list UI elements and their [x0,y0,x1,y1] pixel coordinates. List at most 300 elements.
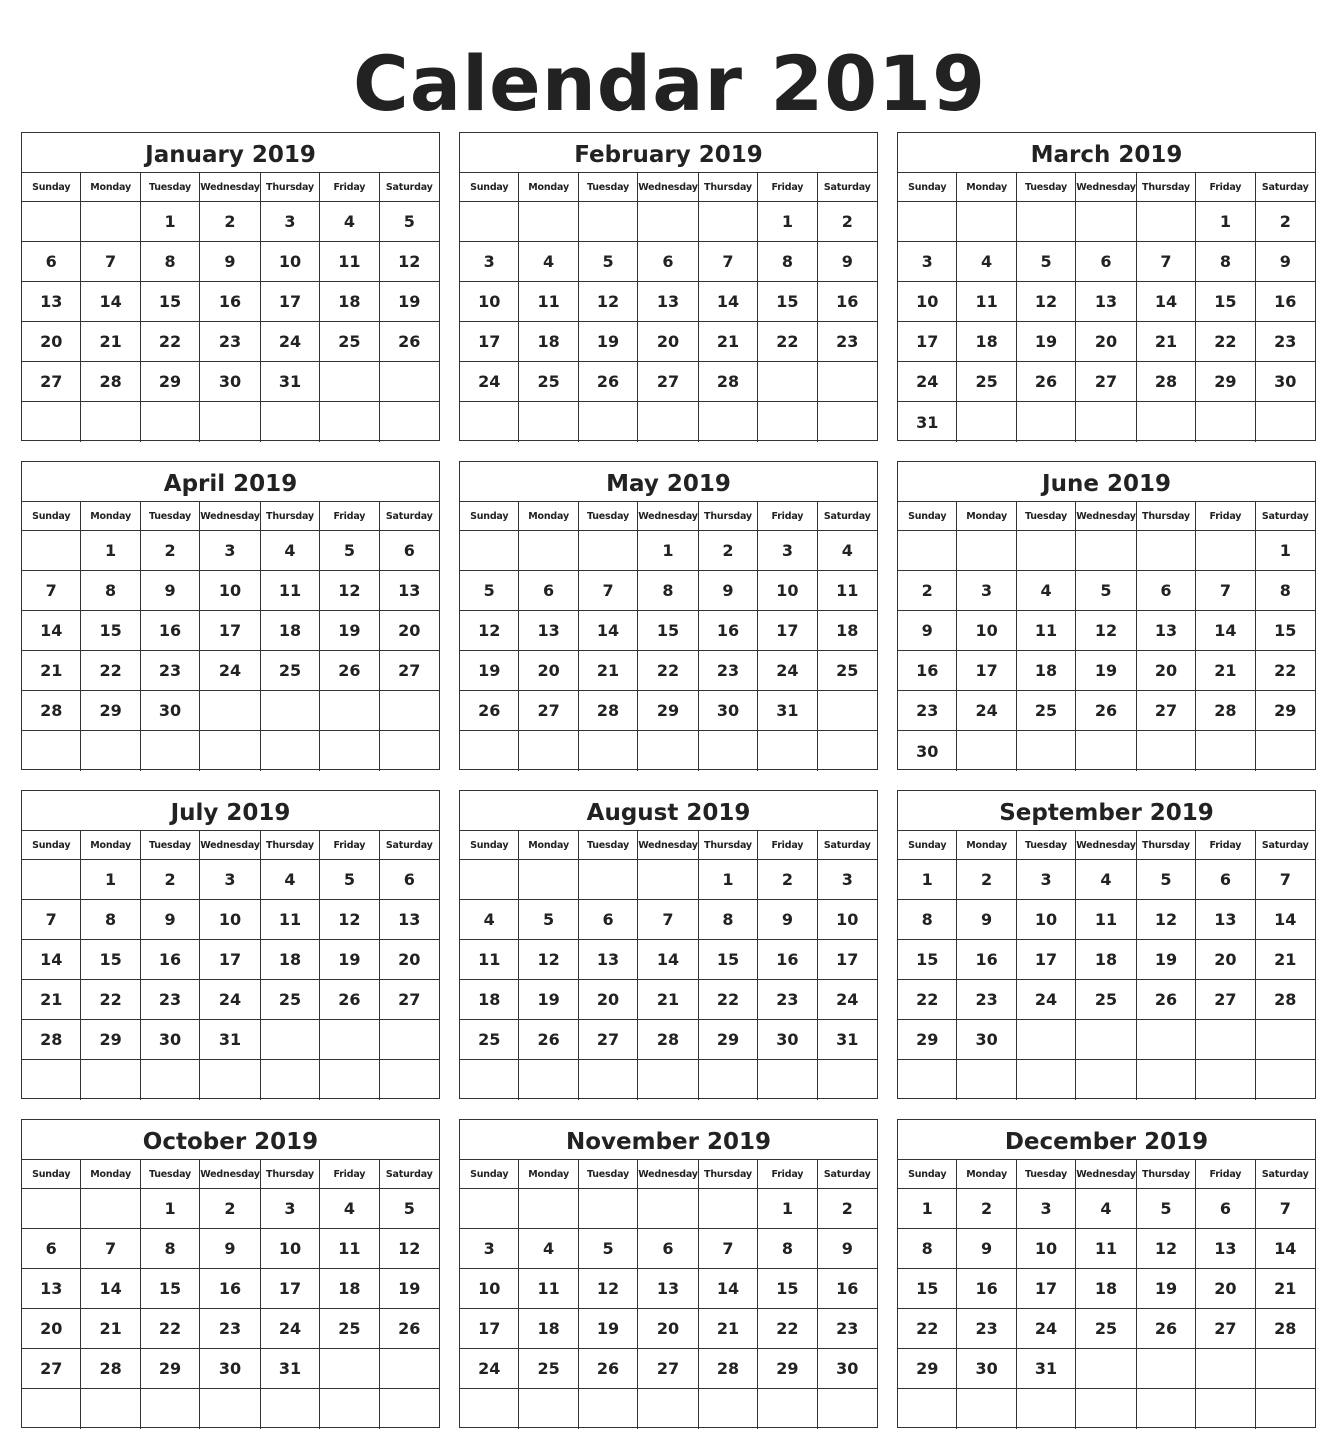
day-cell: 2 [898,571,957,611]
weekday-header: Saturday [818,173,877,202]
day-cell: 6 [22,242,81,282]
empty-day-cell [460,402,519,442]
day-cell: 6 [519,571,578,611]
weekday-header: Monday [519,831,578,860]
day-cell: 1 [81,860,140,900]
day-cell: 27 [579,1020,638,1060]
empty-day-cell [818,1060,877,1100]
day-cell: 17 [200,611,261,651]
day-cell: 2 [699,531,758,571]
empty-day-cell [460,1389,519,1429]
day-cell: 3 [818,860,877,900]
empty-day-cell [957,402,1016,442]
day-cell: 12 [519,940,578,980]
day-cell: 3 [460,1229,519,1269]
day-cell: 28 [1137,362,1196,402]
weekday-header: Saturday [380,831,439,860]
weekday-header: Tuesday [579,831,638,860]
weekday-header: Monday [81,1160,140,1189]
day-cell: 2 [141,531,200,571]
day-cell: 25 [1076,980,1137,1020]
month-day-grid [22,173,439,440]
empty-day-cell [261,691,320,731]
month-title: February 2019 [460,133,877,173]
day-cell: 27 [1196,980,1255,1020]
empty-day-cell [898,1389,957,1429]
day-cell: 28 [1256,980,1315,1020]
empty-day-cell [957,531,1016,571]
day-cell: 13 [638,282,699,322]
weekday-header: Tuesday [141,502,200,531]
day-cell: 22 [81,651,140,691]
day-cell: 20 [380,940,439,980]
empty-day-cell [579,202,638,242]
day-cell: 10 [898,282,957,322]
day-cell: 25 [1076,1309,1137,1349]
month-day-grid [460,173,877,440]
empty-day-cell [81,1189,140,1229]
weekday-header: Friday [758,173,817,202]
month-title: August 2019 [460,791,877,831]
empty-day-cell [519,1389,578,1429]
day-cell: 30 [758,1020,817,1060]
day-cell: 27 [638,1349,699,1389]
day-cell: 2 [1256,202,1315,242]
weekday-header: Wednesday [200,1160,261,1189]
day-cell: 7 [22,900,81,940]
weekday-header: Sunday [22,831,81,860]
day-cell: 17 [460,1309,519,1349]
day-cell: 30 [141,1020,200,1060]
day-cell: 31 [898,402,957,442]
day-cell: 26 [380,322,439,362]
day-cell: 9 [200,242,261,282]
day-cell: 10 [758,571,817,611]
day-cell: 19 [519,980,578,1020]
day-cell: 8 [1196,242,1255,282]
empty-day-cell [320,362,379,402]
day-cell: 3 [1017,860,1076,900]
day-cell: 2 [200,1189,261,1229]
day-cell: 12 [1137,900,1196,940]
month-title: January 2019 [22,133,439,173]
empty-day-cell [1137,202,1196,242]
day-cell: 7 [699,242,758,282]
empty-day-cell [22,1189,81,1229]
day-cell: 5 [380,202,439,242]
day-cell: 29 [699,1020,758,1060]
month-title: July 2019 [22,791,439,831]
day-cell: 26 [320,980,379,1020]
empty-day-cell [818,691,877,731]
month-day-grid [460,831,877,1098]
empty-day-cell [141,1389,200,1429]
day-cell: 8 [141,242,200,282]
day-cell: 2 [818,202,877,242]
day-cell: 1 [758,202,817,242]
day-cell: 30 [957,1020,1016,1060]
weekday-header: Tuesday [579,173,638,202]
day-cell: 25 [519,1349,578,1389]
day-cell: 13 [380,900,439,940]
weekday-header: Tuesday [1017,173,1076,202]
day-cell: 11 [519,1269,578,1309]
day-cell: 8 [1256,571,1315,611]
day-cell: 2 [141,860,200,900]
day-cell: 5 [380,1189,439,1229]
month-block [21,132,440,441]
empty-day-cell [320,1020,379,1060]
day-cell: 29 [1256,691,1315,731]
day-cell: 23 [898,691,957,731]
month-title: March 2019 [898,133,1315,173]
weekday-header: Monday [519,173,578,202]
day-cell: 6 [638,242,699,282]
day-cell: 19 [579,1309,638,1349]
page-title: Calendar 2019 [353,39,986,128]
month-day-grid [898,502,1315,769]
day-cell: 8 [758,1229,817,1269]
empty-day-cell [1076,731,1137,771]
empty-day-cell [1196,402,1255,442]
day-cell: 6 [22,1229,81,1269]
weekday-header: Wednesday [638,502,699,531]
day-cell: 23 [1256,322,1315,362]
day-cell: 14 [81,282,140,322]
day-cell: 1 [141,202,200,242]
day-cell: 27 [638,362,699,402]
day-cell: 10 [460,282,519,322]
day-cell: 4 [320,1189,379,1229]
day-cell: 26 [1076,691,1137,731]
day-cell: 8 [81,571,140,611]
day-cell: 24 [1017,980,1076,1020]
empty-day-cell [519,1060,578,1100]
day-cell: 21 [22,651,81,691]
day-cell: 8 [898,900,957,940]
weekday-header: Wednesday [638,1160,699,1189]
day-cell: 17 [1017,940,1076,980]
day-cell: 20 [638,322,699,362]
day-cell: 13 [380,571,439,611]
day-cell: 16 [200,282,261,322]
empty-day-cell [22,1389,81,1429]
month-block [897,1119,1316,1428]
weekday-header: Thursday [261,502,320,531]
weekday-header: Thursday [699,1160,758,1189]
day-cell: 2 [758,860,817,900]
empty-day-cell [1076,402,1137,442]
day-cell: 21 [22,980,81,1020]
month-block [459,1119,878,1428]
weekday-header: Friday [320,831,379,860]
day-cell: 21 [81,322,140,362]
empty-day-cell [1137,1020,1196,1060]
empty-day-cell [1076,1020,1137,1060]
day-cell: 26 [1137,1309,1196,1349]
day-cell: 31 [1017,1349,1076,1389]
weekday-header: Monday [957,1160,1016,1189]
day-cell: 14 [638,940,699,980]
day-cell: 15 [81,940,140,980]
empty-day-cell [758,1060,817,1100]
empty-day-cell [638,402,699,442]
day-cell: 11 [261,571,320,611]
weekday-header: Wednesday [1076,173,1137,202]
empty-day-cell [1196,531,1255,571]
day-cell: 8 [141,1229,200,1269]
day-cell: 29 [141,1349,200,1389]
day-cell: 11 [519,282,578,322]
empty-day-cell [638,1389,699,1429]
empty-day-cell [200,691,261,731]
month-day-grid [22,502,439,769]
day-cell: 16 [200,1269,261,1309]
day-cell: 27 [380,651,439,691]
empty-day-cell [200,1389,261,1429]
day-cell: 28 [1256,1309,1315,1349]
weekday-header: Wednesday [638,831,699,860]
empty-day-cell [1256,402,1315,442]
day-cell: 17 [261,1269,320,1309]
day-cell: 8 [81,900,140,940]
empty-day-cell [1017,731,1076,771]
day-cell: 26 [460,691,519,731]
empty-day-cell [818,731,877,771]
month-day-grid [898,831,1315,1098]
weekday-header: Tuesday [141,1160,200,1189]
day-cell: 7 [81,1229,140,1269]
day-cell: 26 [1017,362,1076,402]
day-cell: 19 [320,940,379,980]
day-cell: 12 [1017,282,1076,322]
day-cell: 24 [1017,1309,1076,1349]
day-cell: 9 [141,571,200,611]
day-cell: 24 [460,362,519,402]
day-cell: 5 [460,571,519,611]
day-cell: 1 [81,531,140,571]
weekday-header: Wednesday [1076,1160,1137,1189]
month-block [21,1119,440,1428]
day-cell: 20 [22,322,81,362]
weekday-header: Friday [1196,831,1255,860]
day-cell: 28 [81,1349,140,1389]
day-cell: 17 [261,282,320,322]
empty-day-cell [81,202,140,242]
day-cell: 25 [320,1309,379,1349]
day-cell: 18 [519,1309,578,1349]
day-cell: 11 [957,282,1016,322]
day-cell: 13 [22,282,81,322]
day-cell: 24 [200,980,261,1020]
day-cell: 10 [1017,1229,1076,1269]
day-cell: 8 [638,571,699,611]
day-cell: 9 [141,900,200,940]
empty-day-cell [957,731,1016,771]
day-cell: 23 [957,1309,1016,1349]
empty-day-cell [579,1060,638,1100]
weekday-header: Sunday [460,502,519,531]
day-cell: 21 [638,980,699,1020]
day-cell: 25 [320,322,379,362]
weekday-header: Sunday [460,1160,519,1189]
day-cell: 22 [898,980,957,1020]
day-cell: 21 [1196,651,1255,691]
day-cell: 6 [380,531,439,571]
empty-day-cell [519,531,578,571]
day-cell: 6 [1076,242,1137,282]
day-cell: 15 [758,1269,817,1309]
day-cell: 12 [1137,1229,1196,1269]
day-cell: 20 [1196,1269,1255,1309]
empty-day-cell [261,402,320,442]
empty-day-cell [141,731,200,771]
day-cell: 14 [699,1269,758,1309]
day-cell: 28 [1196,691,1255,731]
day-cell: 15 [81,611,140,651]
day-cell: 19 [460,651,519,691]
weekday-header: Saturday [1256,831,1315,860]
day-cell: 9 [957,1229,1016,1269]
weekday-header: Tuesday [141,831,200,860]
day-cell: 16 [957,1269,1016,1309]
day-cell: 6 [1196,860,1255,900]
empty-day-cell [818,362,877,402]
day-cell: 17 [1017,1269,1076,1309]
day-cell: 18 [261,611,320,651]
day-cell: 19 [579,322,638,362]
weekday-header: Sunday [22,502,81,531]
day-cell: 5 [519,900,578,940]
weekday-header: Friday [1196,173,1255,202]
day-cell: 11 [320,242,379,282]
day-cell: 4 [261,531,320,571]
empty-day-cell [818,402,877,442]
day-cell: 31 [261,1349,320,1389]
empty-day-cell [1137,531,1196,571]
day-cell: 26 [519,1020,578,1060]
weekday-header: Thursday [1137,1160,1196,1189]
day-cell: 5 [1137,1189,1196,1229]
day-cell: 27 [1196,1309,1255,1349]
empty-day-cell [638,202,699,242]
empty-day-cell [460,731,519,771]
day-cell: 16 [818,1269,877,1309]
day-cell: 10 [460,1269,519,1309]
weekday-header: Friday [1196,502,1255,531]
empty-day-cell [957,1060,1016,1100]
day-cell: 10 [818,900,877,940]
day-cell: 13 [638,1269,699,1309]
day-cell: 3 [200,531,261,571]
day-cell: 6 [1137,571,1196,611]
day-cell: 5 [1017,242,1076,282]
day-cell: 23 [141,651,200,691]
day-cell: 3 [758,531,817,571]
day-cell: 5 [1076,571,1137,611]
weekday-header: Wednesday [200,831,261,860]
day-cell: 1 [898,1189,957,1229]
empty-day-cell [1256,1349,1315,1389]
empty-day-cell [699,202,758,242]
day-cell: 14 [22,611,81,651]
day-cell: 25 [1017,691,1076,731]
empty-day-cell [699,731,758,771]
day-cell: 25 [818,651,877,691]
day-cell: 19 [1017,322,1076,362]
day-cell: 7 [579,571,638,611]
day-cell: 3 [261,1189,320,1229]
day-cell: 23 [957,980,1016,1020]
empty-day-cell [460,1189,519,1229]
month-block [897,461,1316,770]
day-cell: 24 [261,322,320,362]
month-block [459,790,878,1099]
day-cell: 18 [1076,1269,1137,1309]
day-cell: 16 [1256,282,1315,322]
day-cell: 17 [957,651,1016,691]
day-cell: 28 [699,1349,758,1389]
empty-day-cell [81,731,140,771]
weekday-header: Wednesday [638,173,699,202]
weekday-header: Sunday [22,173,81,202]
day-cell: 14 [579,611,638,651]
day-cell: 22 [699,980,758,1020]
day-cell: 26 [380,1309,439,1349]
day-cell: 30 [699,691,758,731]
weekday-header: Sunday [460,173,519,202]
day-cell: 28 [22,1020,81,1060]
empty-day-cell [1017,402,1076,442]
day-cell: 9 [818,1229,877,1269]
day-cell: 18 [320,1269,379,1309]
day-cell: 15 [141,282,200,322]
weekday-header: Saturday [818,502,877,531]
day-cell: 3 [957,571,1016,611]
empty-day-cell [380,362,439,402]
day-cell: 1 [141,1189,200,1229]
day-cell: 14 [699,282,758,322]
month-title: September 2019 [898,791,1315,831]
day-cell: 22 [141,1309,200,1349]
day-cell: 2 [957,860,1016,900]
empty-day-cell [1017,531,1076,571]
day-cell: 30 [957,1349,1016,1389]
weekday-header: Friday [1196,1160,1255,1189]
day-cell: 23 [200,322,261,362]
empty-day-cell [699,1060,758,1100]
empty-day-cell [22,731,81,771]
empty-day-cell [579,860,638,900]
day-cell: 20 [579,980,638,1020]
day-cell: 5 [320,531,379,571]
empty-day-cell [957,202,1016,242]
day-cell: 21 [1256,940,1315,980]
day-cell: 29 [81,1020,140,1060]
weekday-header: Thursday [261,173,320,202]
day-cell: 14 [1256,900,1315,940]
weekday-header: Thursday [1137,173,1196,202]
day-cell: 5 [320,860,379,900]
day-cell: 29 [898,1349,957,1389]
empty-day-cell [320,402,379,442]
empty-day-cell [200,731,261,771]
day-cell: 30 [1256,362,1315,402]
day-cell: 20 [1137,651,1196,691]
day-cell: 29 [638,691,699,731]
empty-day-cell [380,1060,439,1100]
day-cell: 4 [957,242,1016,282]
